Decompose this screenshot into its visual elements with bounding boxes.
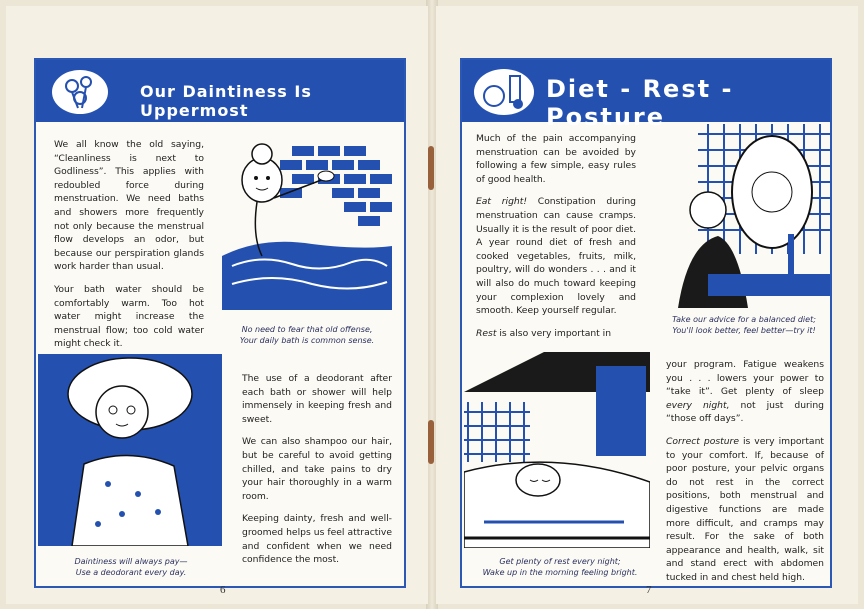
caption-mirror: Take our advice for a balanced diet; You'll look better, feel better—try it! xyxy=(672,315,816,335)
keyword: Rest xyxy=(476,327,497,339)
keyword: Eat right! xyxy=(476,196,528,208)
paragraph: The use of a deodorant after each bath or shower will help immensely in keeping fresh and sweet. xyxy=(242,373,392,425)
flower-icon xyxy=(50,66,114,116)
page-title: Diet - Rest - Posture xyxy=(546,75,734,131)
paragraph: Your bath water should be comfortably warm. Too hot water might increase the menstrual flow; too cold water might check it. xyxy=(54,283,204,350)
caption-bath: No need to fear that old offense, Your daily bath is common sense. xyxy=(239,325,375,345)
paragraph xyxy=(666,435,824,585)
caption-dainty: Daintiness will always pay— Use a deodorant every day. xyxy=(74,557,188,577)
paragraph xyxy=(666,358,824,426)
paragraph-body: is also very important in xyxy=(496,327,612,339)
paragraph: Much of the pain accompanying menstruation can be avoided by following a few simple, easy rules of good health. xyxy=(476,133,636,185)
dainty-illustration xyxy=(38,354,222,546)
page-number: 7 xyxy=(646,584,652,596)
right-text-bottom xyxy=(666,358,824,594)
page-left xyxy=(6,6,428,604)
sleep-illustration xyxy=(464,352,650,548)
paragraph-body: not just during “those off days”. xyxy=(666,399,825,425)
paragraph-body: is very important to your comfort. If, because of poor posture, your pelvic organs do not rest in the correct positions, both menstrual and digestive functions are made more difficult, and cramps may result. For the sake of both appearance and health, walk, sit and stand erect with abdomen tucked in and chest held high. xyxy=(666,435,824,583)
paragraph-body: your program. Fatigue weakens you . . . lowers your power to “take it”. Get plenty of sleep xyxy=(666,359,824,398)
right-frame xyxy=(460,58,832,588)
page-title: Our Daintiness Is Uppermost xyxy=(140,82,312,120)
left-text-top xyxy=(54,138,204,360)
keyword: Correct posture xyxy=(666,435,739,447)
keyword: every night, xyxy=(666,399,730,411)
page-number: 6 xyxy=(220,584,226,596)
dainty-panel xyxy=(38,354,222,546)
paragraph-body: Constipation during menstruation can cause cramps. Usually it is the result of poor diet. A year round diet of fresh and cooked vegetables, fruits, milk, poultry, will do wonders . . . and it will also do much toward keeping your complexion lovely and smooth. Keep yourself regular. xyxy=(476,196,637,317)
staple-top xyxy=(428,146,434,190)
caption-sleep: Get plenty of rest every night; Wake up in the morning feeling bright. xyxy=(482,557,638,577)
left-banner xyxy=(36,60,404,122)
page-right xyxy=(436,6,858,604)
mirror-illustration xyxy=(668,124,830,308)
paragraph: We all know the old saying, “Cleanliness is next to Godliness”. This applies with redoubled force during menstruation. We need baths and showers more frequently not only because the menstrual flow develops an odor, but because our perspiration glands work harder than usual. xyxy=(54,139,204,273)
paragraph: We can also shampoo our hair, but be careful to avoid getting chilled, and take pains to dry your hair thoroughly in a warm room. xyxy=(242,436,392,502)
paragraph xyxy=(476,327,636,341)
left-text-bottom xyxy=(242,372,392,576)
left-frame xyxy=(34,58,406,588)
right-text-top xyxy=(476,132,636,349)
paragraph xyxy=(476,195,636,317)
bath-illustration xyxy=(222,126,402,310)
right-banner xyxy=(462,60,830,131)
paragraph: Keeping dainty, fresh and well-groomed helps us feel attractive and confident when we need confidence the most. xyxy=(242,513,392,566)
staple-bottom xyxy=(428,420,434,464)
food-icon xyxy=(472,66,536,116)
